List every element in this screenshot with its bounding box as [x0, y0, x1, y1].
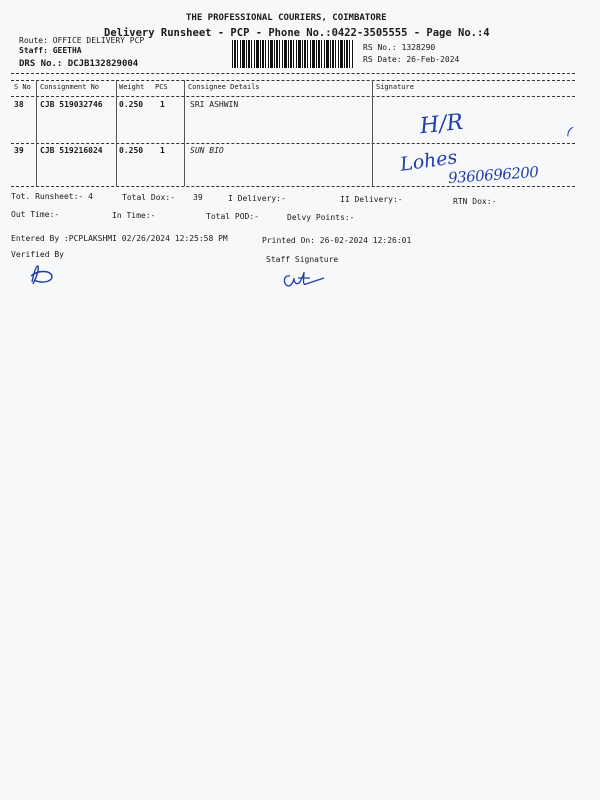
col-pcs: PCS	[155, 83, 168, 91]
company-name: THE PROFESSIONAL COURIERS, COIMBATORE	[186, 13, 387, 23]
row-sno: 38	[14, 100, 24, 109]
row-consignee: SRI ASHWIN	[190, 100, 239, 109]
staff-signature	[280, 268, 330, 292]
staff-signature-label: Staff Signature	[266, 255, 339, 264]
delvy-points: Delvy Points:-	[287, 213, 355, 222]
col-signature: Signature	[376, 83, 414, 91]
i-delivery: I Delivery:-	[228, 194, 286, 203]
ink-mark: (	[562, 123, 577, 139]
row-pcs: 1	[160, 146, 165, 155]
in-time: In Time:-	[112, 211, 156, 220]
row-consignment: CJB 519032746	[40, 100, 103, 109]
verified-by-label: Verified By	[11, 250, 64, 259]
entered-by: Entered By :PCPLAKSHMI 02/26/2024 12:25:58 PM	[11, 234, 228, 243]
rs-date: RS Date: 26-Feb-2024	[363, 55, 460, 64]
verified-signature	[26, 262, 60, 288]
row-consignee: SUN BIO	[190, 146, 224, 155]
out-time: Out Time:-	[11, 210, 60, 219]
total-pod: Total POD:-	[206, 212, 259, 221]
handwritten-hr: H/R	[418, 109, 465, 140]
col-consignment: Consignment No	[40, 83, 100, 91]
row-pcs: 1	[160, 100, 165, 109]
handwritten-phone: 9360696200	[447, 162, 539, 188]
total-dox-label: Total Dox:-	[122, 193, 175, 202]
rtn-dox: RTN Dox:-	[453, 197, 497, 206]
col-sno: S No	[14, 83, 31, 91]
printed-on: Printed On: 26-02-2024 12:26:01	[262, 236, 412, 245]
handwritten-name: Lohes	[398, 146, 459, 176]
total-dox-value: 39	[193, 193, 203, 202]
row-consignment: CJB 519216024	[40, 146, 103, 155]
runsheet-title: Delivery Runsheet - PCP - Phone No.:0422-3505555 - Page No.:4	[104, 27, 490, 39]
row-weight: 0.250	[119, 146, 144, 155]
row-weight: 0.250	[119, 100, 144, 109]
barcode	[232, 40, 354, 68]
col-weight: Weight	[119, 83, 145, 91]
staff-label: Staff: GEETHA	[19, 46, 82, 55]
route-label: Route: OFFICE DELIVERY PCP	[19, 36, 145, 45]
row-sno: 39	[14, 146, 24, 155]
tot-runsheet: Tot. Runsheet:- 4	[11, 192, 93, 201]
drs-number: DRS No.: DCJB132829004	[19, 59, 139, 69]
ii-delivery: II Delivery:-	[340, 195, 403, 204]
col-consignee: Consignee Details	[188, 83, 260, 91]
rs-number: RS No.: 1328290	[363, 43, 436, 52]
